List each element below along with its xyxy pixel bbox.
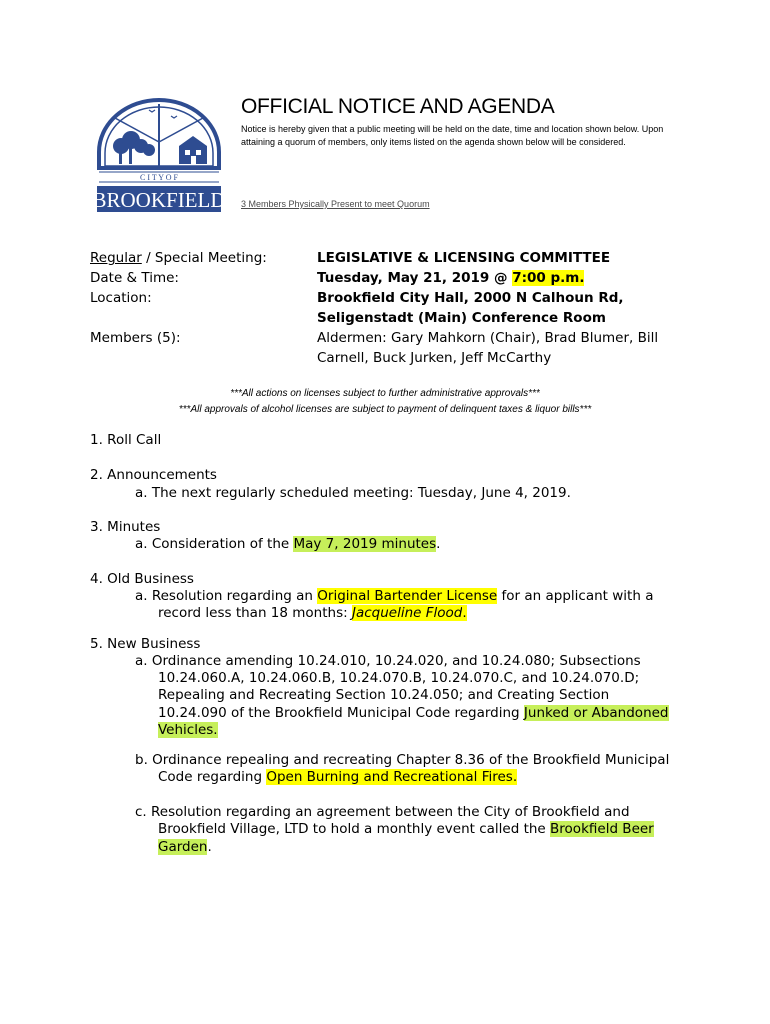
notice-line-2: attaining a quorum of members, only items listed on the agenda shown below will be considered. [241,137,626,147]
agenda-item-3a [135,535,440,553]
item-5c-line2-text: Brookfield Village, LTD to hold a monthly event called the [158,821,551,837]
item-4a-text: a. Resolution regarding an [135,588,318,604]
quorum-note: 3 Members Physically Present to meet Quorum [241,199,430,209]
location-line-1: Brookfield City Hall, 2000 N Calhoun Rd, [317,290,624,306]
brookfield-seal-icon [95,96,223,214]
members-line-2: Carnell, Buck Jurken, Jeff McCarthy [317,350,552,366]
agenda-item-5c-line-3 [158,838,212,856]
item-4a-end: . [462,605,467,621]
item-3a-end: . [436,536,441,552]
city-logo [95,96,223,214]
date-label: Date & Time: [90,270,179,286]
page-title: OFFICIAL NOTICE AND AGENDA [241,95,555,118]
agenda-item-roll-call: 1. Roll Call [90,432,162,448]
item-3a-text: a. Consideration of the [135,536,294,552]
disclaimer-2: ***All approvals of alcohol licenses are subject to payment of delinquent taxes & liquor bills*** [178,404,592,415]
agenda-item-5c-line-1: c. Resolution regarding an agreement between the City of Brookfield and [135,804,630,820]
agenda-item-announcements: 2. Announcements [90,467,217,483]
regular-label: Regular [90,250,142,266]
agenda-item-5a-line-5 [158,721,218,739]
agenda-item-5a-line-1: a. Ordinance amending 10.24.010, 10.24.020, and 10.24.080; Subsections [135,653,641,669]
agenda-item-5b-line-2 [158,768,517,786]
item-4a-rest: for an applicant with a [497,588,654,604]
item-5c-end: . [207,839,212,855]
agenda-item-5a-line-3: Repealing and Recreating Section 10.24.050; and Creating Section [158,687,610,703]
location-label: Location: [90,290,152,306]
item-4a-line2-text: record less than 18 months: [158,605,352,621]
agenda-item-old-business: 4. Old Business [90,571,194,587]
agenda-item-5a-line-4 [158,704,669,722]
committee-name: LEGISLATIVE & LICENSING COMMITTEE [317,250,611,266]
open-burning-link[interactable]: Open Burning and Recreational Fires. [266,769,518,785]
time-value: 7:00 p.m. [512,270,585,286]
bartender-license-link[interactable]: Original Bartender License [317,588,498,604]
date-text: Tuesday, May 21, 2019 @ [317,270,513,286]
special-label: / Special Meeting: [141,250,267,266]
agenda-item-5c-line-2 [158,820,654,838]
location-line-2: Seligenstadt (Main) Conference Room [317,310,606,326]
agenda-item-5b-line-1: b. Ordinance repealing and recreating Chapter 8.36 of the Brookfield Municipal [135,752,670,768]
beer-garden-link[interactable]: Brookfield Beer [550,821,654,837]
logo-city-text: C I T Y O F [139,173,179,182]
members-line-1: Aldermen: Gary Mahkorn (Chair), Brad Blumer, Bill [317,330,659,346]
agenda-item-new-business: 5. New Business [90,636,201,652]
agenda-item-5a-line-2: 10.24.060.A, 10.24.060.B, 10.24.070.B, 10.24.070.C, and 10.24.070.D; [158,670,640,686]
garden-link[interactable]: Garden [158,839,208,855]
agenda-item-4a-line-2 [158,604,467,622]
junked-vehicles-link[interactable]: Junked or Abandoned [523,705,669,721]
minutes-link[interactable]: May 7, 2019 minutes [293,536,437,552]
disclaimer-1: ***All actions on licenses subject to further administrative approvals*** [230,388,540,399]
notice-text [241,123,691,149]
item-5a-line4-text: 10.24.090 of the Brookfield Municipal Code regarding [158,705,524,721]
vehicles-link[interactable]: Vehicles. [158,722,218,738]
members-label: Members (5): [90,330,181,346]
agenda-item-minutes: 3. Minutes [90,519,161,535]
agenda-item-4a [135,587,653,605]
applicant-name: Jacqueline Flood [351,605,463,621]
agenda-item-2a: a. The next regularly scheduled meeting: Tuesday, June 4, 2019. [135,485,571,501]
notice-line-1: Notice is hereby given that a public meeting will be held on the date, time and location shown below. Upon [241,124,664,134]
item-5b-line2-text: Code regarding [158,769,267,785]
logo-name-text: BROOKFIELD [95,188,223,212]
date-value [317,268,584,288]
meeting-type-label [90,248,267,268]
